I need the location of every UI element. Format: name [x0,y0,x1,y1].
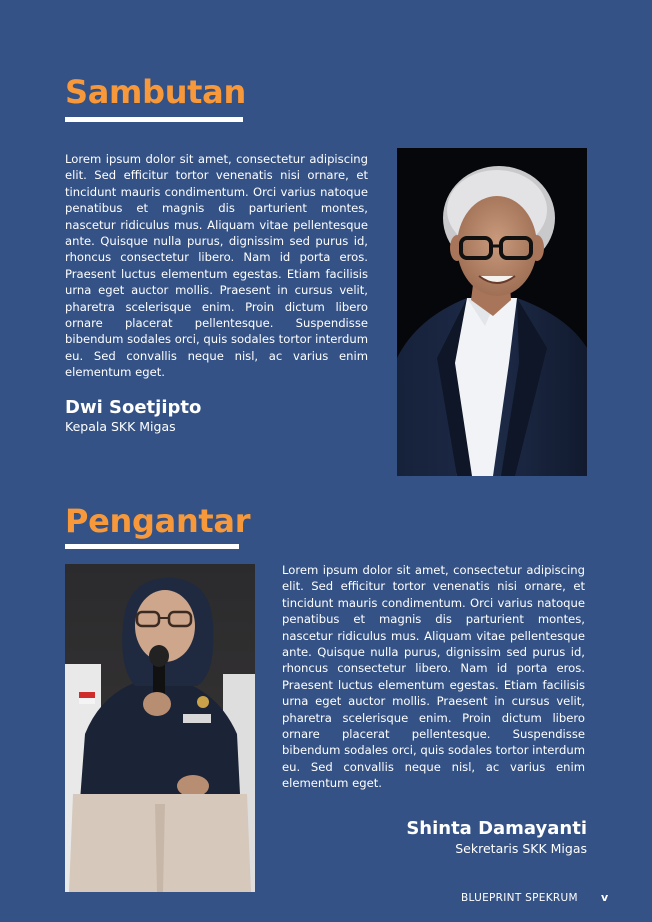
sambutan-paragraph: Lorem ipsum dolor sit amet, consectetur adipiscing elit. Sed efficitur tortor venenatis nisi ornare, et tincidunt mauris condimentum. Orci varius natoque penatibus et magnis dis parturient montes, nascetur ridiculus mus. Aliquam vitae pellentesque ante. Quisque nulla purus, dignissim sed purus id, rhoncus consectetur libero. Nam id porta eros. Praesent luctus elementum egestas. Etiam facilisis urna eget auctor mollis. Praesent in cursus velit, pharetra scelerisque enim. Proin dictum libero ornare placerat pellentesque. Suspendisse bibendum sodales orci, quis sodales tortor interdum eu. Sed convallis neque nisl, ac varius enim elementum eget. [65,152,368,380]
pengantar-title: Pengantar [65,502,251,540]
sambutan-signatory-role: Kepala SKK Migas [65,419,176,434]
sambutan-title-underline [65,117,243,122]
footer-publication-label: BLUEPRINT SPEKRUM [461,892,578,904]
sambutan-portrait-photo [397,148,587,476]
woman-portrait-illustration [65,564,255,892]
pengantar-paragraph: Lorem ipsum dolor sit amet, consectetur adipiscing elit. Sed efficitur tortor venenatis nisi ornare, et tincidunt mauris condimentum. Orci varius natoque penatibus et magnis dis parturient montes, nascetur ridiculus mus. Aliquam vitae pellentesque ante. Quisque nulla purus, dignissim sed purus id, rhoncus consectetur libero. Nam id porta eros. Praesent luctus elementum egestas. Etiam facilisis urna eget auctor mollis. Praesent in cursus velit, pharetra scelerisque enim. Proin dictum libero ornare placerat pellentesque. Suspendisse bibendum sodales orci, quis sodales tortor interdum eu. Sed convallis neque nisl, ac varius enim elementum eget. [282,563,585,791]
man-portrait-illustration [397,148,587,476]
pengantar-signatory-name: Shinta Damayanti [406,818,587,839]
sambutan-signatory-name: Dwi Soetjipto [65,397,202,418]
pengantar-portrait-photo [65,564,255,892]
sambutan-title: Sambutan [65,73,246,111]
pengantar-title-underline [65,544,239,549]
pengantar-signatory-role: Sekretaris SKK Migas [455,841,587,856]
footer-page-number: v [601,891,609,904]
